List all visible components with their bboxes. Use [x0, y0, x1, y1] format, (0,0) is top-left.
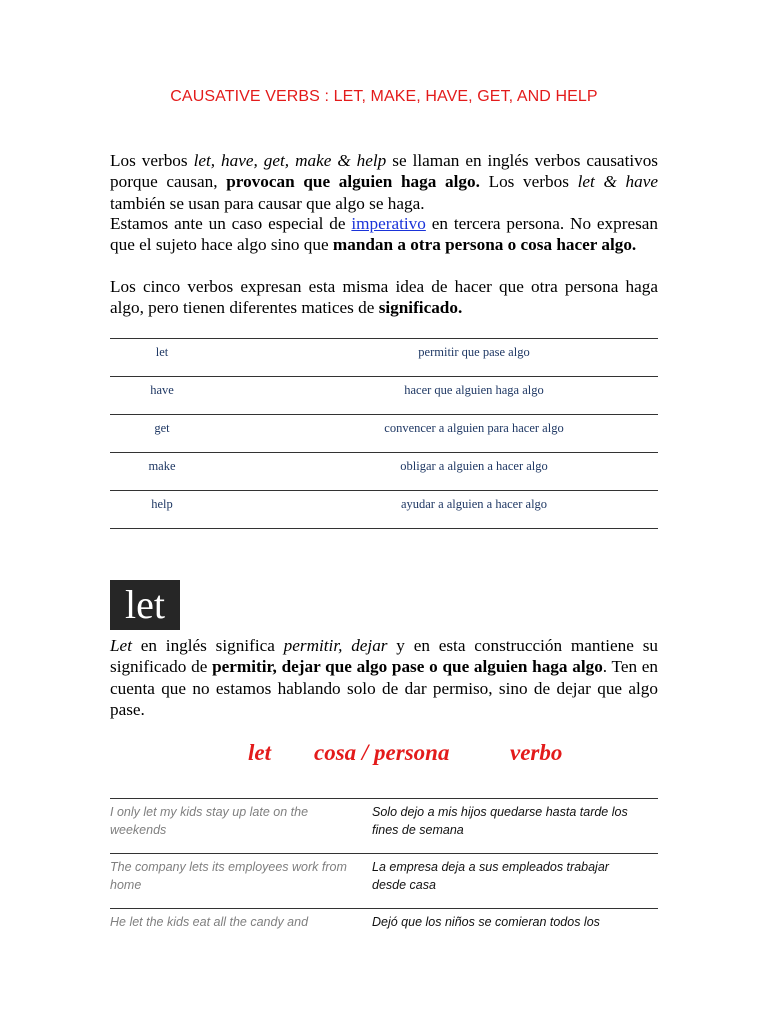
meaning-cell: convencer a alguien para hacer algo [384, 421, 564, 435]
meaning-cell: ayudar a alguien a hacer algo [400, 497, 548, 511]
causative-verbs-table [110, 338, 658, 529]
table-row [110, 799, 658, 854]
example-spanish: Dejó que los niños se comieran todos los [372, 915, 600, 929]
formula-part-verb: verbo [510, 740, 563, 765]
verb-cell: have [150, 383, 174, 397]
example-english: I only let my kids stay up late on the weekends [110, 805, 309, 837]
example-english: The company lets its employees work from home [110, 860, 347, 892]
intro-paragraph-3: Los cinco verbos expresan esta misma idea de hacer que otra persona haga algo, pero tienen diferentes matices de significado. [110, 277, 658, 318]
verb-cell: get [154, 421, 170, 435]
table-row [110, 339, 658, 377]
meaning-cell: obligar a alguien a hacer algo [400, 459, 548, 473]
table-row [110, 909, 658, 949]
intro-paragraph-1: Los verbos let, have, get, make & help se llaman en inglés verbos causativos porque causan, provocan que alguien haga algo. Los verbos let & have también se usan para causar que algo se haga. [110, 151, 658, 213]
verb-cell: make [148, 459, 176, 473]
let-formula [0, 740, 768, 770]
example-spanish: La empresa deja a sus empleados trabajar desde casa [372, 860, 609, 892]
table-row [110, 453, 658, 491]
page-title: CAUSATIVE VERBS : LET, MAKE, HAVE, GET, AND HELP [170, 88, 598, 105]
let-section-heading: let [110, 580, 180, 630]
example-spanish: Solo dejo a mis hijos quedarse hasta tarde los fines de semana [372, 805, 628, 837]
imperativo-link[interactable]: imperativo [351, 214, 426, 233]
verb-cell: let [155, 345, 169, 359]
table-row [110, 491, 658, 529]
example-english: He let the kids eat all the candy and [110, 915, 309, 929]
formula-part-object: cosa / persona [314, 740, 450, 765]
let-paragraph: Let en inglés significa permitir, dejar y en esta construcción mantiene su significado de permitir, dejar que algo pase o que alguien haga algo. Ten en cuenta que no estamos hablando solo de dar permiso, sino de dejar que algo pase. [110, 636, 659, 719]
table-row [110, 377, 658, 415]
table-row [110, 854, 658, 909]
meaning-cell: permitir que pase algo [418, 345, 530, 359]
table-row [110, 415, 658, 453]
meaning-cell: hacer que alguien haga algo [404, 383, 544, 397]
formula-part-let: let [248, 740, 271, 765]
let-examples-table [110, 798, 658, 949]
intro-paragraph-2: Estamos ante un caso especial de imperativo en tercera persona. No expresan que el sujeto hace algo sino que mandan a otra persona o cosa hacer algo. [110, 214, 658, 255]
verb-cell: help [151, 497, 173, 511]
